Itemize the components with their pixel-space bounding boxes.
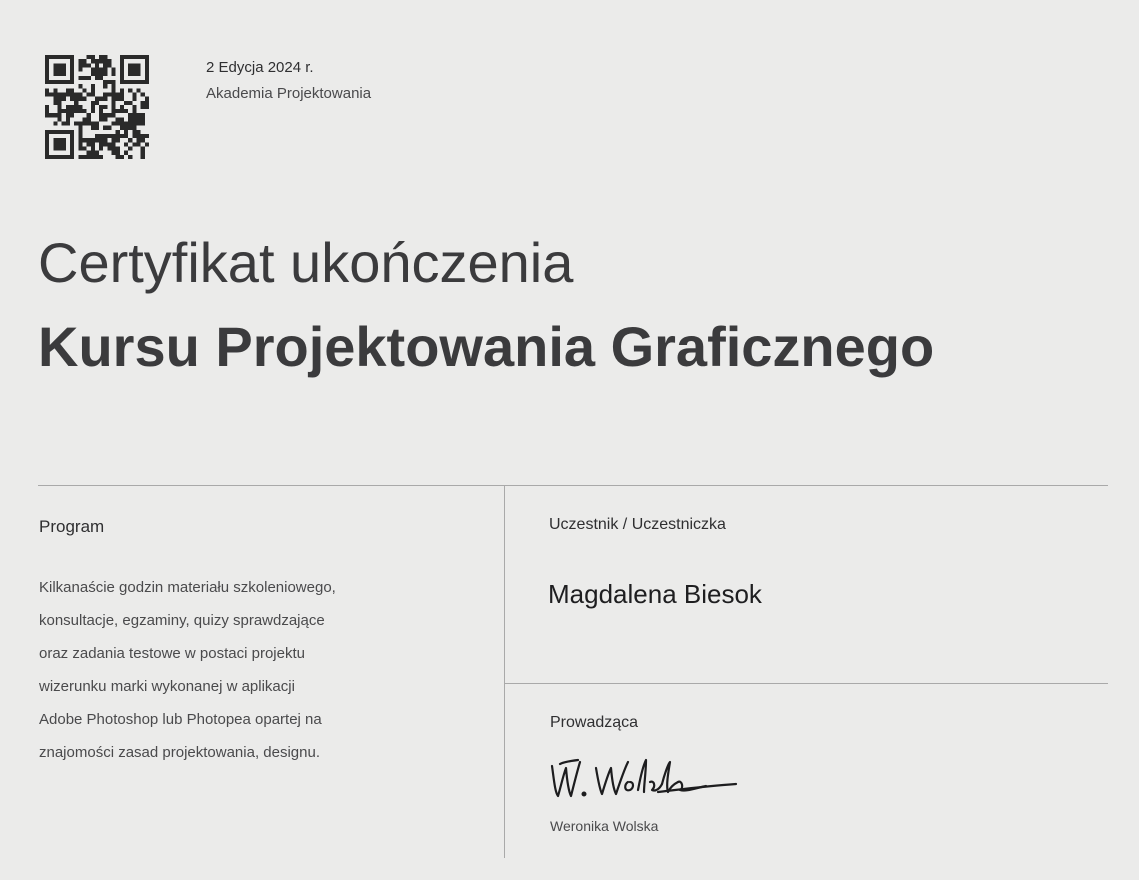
program-description bbox=[39, 571, 419, 769]
instructor-label: Prowadząca bbox=[550, 714, 639, 731]
program-line: konsultacje, egzaminy, quizy sprawdzające bbox=[39, 612, 325, 629]
program-line: Adobe Photoshop lub Photopea opartej na bbox=[39, 711, 322, 728]
title-line-2: Kursu Projektowania Graficznego bbox=[38, 315, 935, 378]
program-label: Program bbox=[39, 517, 105, 536]
title-line-1: Certyfikat ukończenia bbox=[38, 231, 574, 294]
signature-image bbox=[546, 752, 746, 804]
program-line: wizerunku marki wykonanej w aplikacji bbox=[39, 678, 295, 695]
certificate-title bbox=[38, 228, 1118, 382]
divider-horizontal-right bbox=[505, 683, 1108, 684]
divider-horizontal bbox=[38, 485, 1108, 486]
program-line: Kilkanaście godzin materiału szkoleniowego, bbox=[39, 579, 336, 596]
participant-label: Uczestnik / Uczestniczka bbox=[549, 516, 726, 533]
organization-name: Akademia Projektowania bbox=[206, 85, 372, 102]
instructor-name: Weronika Wolska bbox=[550, 818, 659, 834]
program-line: oraz zadania testowe w postaci projektu bbox=[39, 645, 305, 662]
program-line: znajomości zasad projektowania, designu. bbox=[39, 744, 320, 761]
qr-code-icon bbox=[45, 55, 149, 159]
participant-name: Magdalena Biesok bbox=[548, 579, 762, 609]
edition-text: 2 Edycja 2024 r. bbox=[206, 59, 314, 76]
divider-vertical bbox=[504, 486, 505, 858]
